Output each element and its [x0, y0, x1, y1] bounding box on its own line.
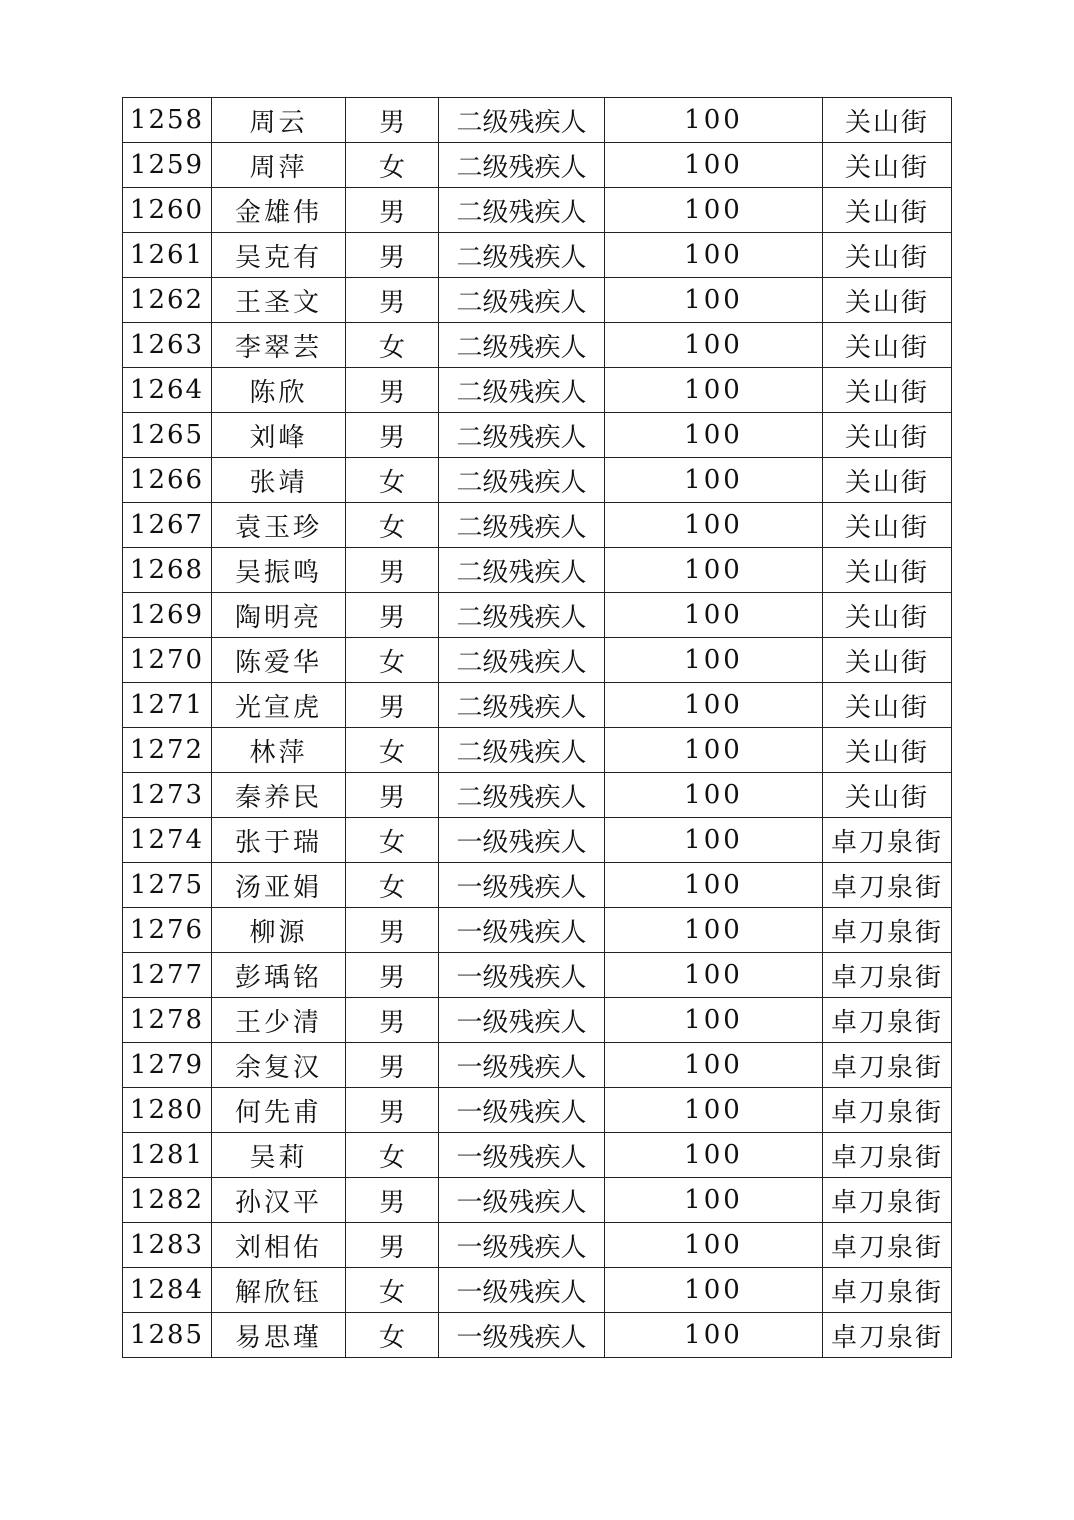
gender-cell: 女 [346, 458, 439, 503]
amount-cell: 100 [605, 1313, 823, 1358]
table-row [123, 278, 952, 323]
amount-cell: 100 [605, 323, 823, 368]
street-cell: 关山街 [823, 683, 952, 728]
row-number-cell: 1283 [123, 1223, 212, 1268]
name-cell: 张靖 [212, 458, 346, 503]
disability-level-cell: 一级残疾人 [439, 818, 605, 863]
gender-cell: 男 [346, 98, 439, 143]
street-cell: 卓刀泉街 [823, 1178, 952, 1223]
amount-cell: 100 [605, 1178, 823, 1223]
gender-cell: 男 [346, 233, 439, 278]
table-row [123, 1133, 952, 1178]
disability-level-cell: 二级残疾人 [439, 368, 605, 413]
name-cell: 刘相佑 [212, 1223, 346, 1268]
street-cell: 卓刀泉街 [823, 1313, 952, 1358]
street-cell: 关山街 [823, 323, 952, 368]
table-row [123, 1313, 952, 1358]
name-cell: 周云 [212, 98, 346, 143]
disability-level-cell: 一级残疾人 [439, 1268, 605, 1313]
name-cell: 易思瑾 [212, 1313, 346, 1358]
disability-level-cell: 一级残疾人 [439, 1088, 605, 1133]
name-cell: 周萍 [212, 143, 346, 188]
street-cell: 关山街 [823, 368, 952, 413]
row-number-cell: 1266 [123, 458, 212, 503]
name-cell: 柳源 [212, 908, 346, 953]
street-cell: 关山街 [823, 458, 952, 503]
disability-level-cell: 一级残疾人 [439, 998, 605, 1043]
disability-level-cell: 二级残疾人 [439, 503, 605, 548]
amount-cell: 100 [605, 1223, 823, 1268]
table-row [123, 503, 952, 548]
row-number-cell: 1277 [123, 953, 212, 998]
row-number-cell: 1267 [123, 503, 212, 548]
name-cell: 吴振鸣 [212, 548, 346, 593]
row-number-cell: 1278 [123, 998, 212, 1043]
table-row [123, 908, 952, 953]
table-row [123, 683, 952, 728]
row-number-cell: 1259 [123, 143, 212, 188]
name-cell: 张于瑞 [212, 818, 346, 863]
amount-cell: 100 [605, 908, 823, 953]
disability-level-cell: 一级残疾人 [439, 1043, 605, 1088]
street-cell: 关山街 [823, 413, 952, 458]
table-row [123, 1178, 952, 1223]
name-cell: 汤亚娟 [212, 863, 346, 908]
amount-cell: 100 [605, 998, 823, 1043]
disability-level-cell: 一级残疾人 [439, 1178, 605, 1223]
name-cell: 吴克有 [212, 233, 346, 278]
table-row [123, 638, 952, 683]
street-cell: 关山街 [823, 188, 952, 233]
name-cell: 林萍 [212, 728, 346, 773]
gender-cell: 女 [346, 818, 439, 863]
street-cell: 关山街 [823, 593, 952, 638]
amount-cell: 100 [605, 143, 823, 188]
table-row [123, 593, 952, 638]
gender-cell: 男 [346, 548, 439, 593]
name-cell: 彭瑀铭 [212, 953, 346, 998]
name-cell: 袁玉珍 [212, 503, 346, 548]
amount-cell: 100 [605, 503, 823, 548]
gender-cell: 女 [346, 1313, 439, 1358]
amount-cell: 100 [605, 863, 823, 908]
table-row [123, 188, 952, 233]
gender-cell: 男 [346, 1043, 439, 1088]
amount-cell: 100 [605, 1268, 823, 1313]
disability-level-cell: 二级残疾人 [439, 278, 605, 323]
row-number-cell: 1265 [123, 413, 212, 458]
row-number-cell: 1282 [123, 1178, 212, 1223]
gender-cell: 女 [346, 503, 439, 548]
name-cell: 孙汉平 [212, 1178, 346, 1223]
gender-cell: 男 [346, 1088, 439, 1133]
row-number-cell: 1272 [123, 728, 212, 773]
disability-level-cell: 一级残疾人 [439, 953, 605, 998]
gender-cell: 男 [346, 773, 439, 818]
disability-level-cell: 一级残疾人 [439, 1133, 605, 1178]
name-cell: 金雄伟 [212, 188, 346, 233]
amount-cell: 100 [605, 188, 823, 233]
name-cell: 秦养民 [212, 773, 346, 818]
row-number-cell: 1285 [123, 1313, 212, 1358]
gender-cell: 男 [346, 908, 439, 953]
street-cell: 关山街 [823, 728, 952, 773]
street-cell: 卓刀泉街 [823, 1268, 952, 1313]
row-number-cell: 1264 [123, 368, 212, 413]
name-cell: 光宣虎 [212, 683, 346, 728]
table-row [123, 863, 952, 908]
row-number-cell: 1279 [123, 1043, 212, 1088]
name-cell: 解欣钰 [212, 1268, 346, 1313]
row-number-cell: 1258 [123, 98, 212, 143]
amount-cell: 100 [605, 953, 823, 998]
table-row [123, 548, 952, 593]
row-number-cell: 1274 [123, 818, 212, 863]
amount-cell: 100 [605, 233, 823, 278]
table-row [123, 818, 952, 863]
disability-level-cell: 二级残疾人 [439, 98, 605, 143]
disability-level-cell: 一级残疾人 [439, 1313, 605, 1358]
row-number-cell: 1275 [123, 863, 212, 908]
street-cell: 卓刀泉街 [823, 1043, 952, 1088]
table-row [123, 1043, 952, 1088]
amount-cell: 100 [605, 1133, 823, 1178]
gender-cell: 男 [346, 953, 439, 998]
amount-cell: 100 [605, 368, 823, 413]
amount-cell: 100 [605, 1043, 823, 1088]
amount-cell: 100 [605, 548, 823, 593]
amount-cell: 100 [605, 728, 823, 773]
row-number-cell: 1281 [123, 1133, 212, 1178]
name-cell: 李翠芸 [212, 323, 346, 368]
gender-cell: 男 [346, 1223, 439, 1268]
street-cell: 卓刀泉街 [823, 1223, 952, 1268]
gender-cell: 男 [346, 368, 439, 413]
amount-cell: 100 [605, 683, 823, 728]
amount-cell: 100 [605, 593, 823, 638]
disability-level-cell: 二级残疾人 [439, 413, 605, 458]
disability-level-cell: 二级残疾人 [439, 773, 605, 818]
disability-level-cell: 一级残疾人 [439, 1223, 605, 1268]
name-cell: 陈爱华 [212, 638, 346, 683]
disability-level-cell: 二级残疾人 [439, 548, 605, 593]
disability-level-cell: 二级残疾人 [439, 188, 605, 233]
row-number-cell: 1268 [123, 548, 212, 593]
street-cell: 关山街 [823, 638, 952, 683]
name-cell: 余复汉 [212, 1043, 346, 1088]
name-cell: 王少清 [212, 998, 346, 1043]
street-cell: 关山街 [823, 773, 952, 818]
table-row [123, 1223, 952, 1268]
row-number-cell: 1270 [123, 638, 212, 683]
street-cell: 关山街 [823, 278, 952, 323]
gender-cell: 男 [346, 278, 439, 323]
gender-cell: 男 [346, 998, 439, 1043]
amount-cell: 100 [605, 458, 823, 503]
row-number-cell: 1276 [123, 908, 212, 953]
gender-cell: 男 [346, 1178, 439, 1223]
disability-level-cell: 二级残疾人 [439, 143, 605, 188]
street-cell: 卓刀泉街 [823, 908, 952, 953]
table-row [123, 1088, 952, 1133]
amount-cell: 100 [605, 818, 823, 863]
amount-cell: 100 [605, 773, 823, 818]
table-row [123, 233, 952, 278]
street-cell: 关山街 [823, 98, 952, 143]
row-number-cell: 1284 [123, 1268, 212, 1313]
disability-level-cell: 二级残疾人 [439, 683, 605, 728]
street-cell: 卓刀泉街 [823, 818, 952, 863]
gender-cell: 女 [346, 1133, 439, 1178]
street-cell: 卓刀泉街 [823, 953, 952, 998]
disability-level-cell: 一级残疾人 [439, 908, 605, 953]
row-number-cell: 1260 [123, 188, 212, 233]
name-cell: 刘峰 [212, 413, 346, 458]
table-row [123, 953, 952, 998]
row-number-cell: 1280 [123, 1088, 212, 1133]
roster-table [122, 97, 952, 1358]
street-cell: 卓刀泉街 [823, 998, 952, 1043]
name-cell: 陈欣 [212, 368, 346, 413]
row-number-cell: 1263 [123, 323, 212, 368]
name-cell: 王圣文 [212, 278, 346, 323]
amount-cell: 100 [605, 638, 823, 683]
disability-level-cell: 二级残疾人 [439, 233, 605, 278]
row-number-cell: 1261 [123, 233, 212, 278]
amount-cell: 100 [605, 98, 823, 143]
table-row [123, 98, 952, 143]
disability-level-cell: 二级残疾人 [439, 458, 605, 503]
amount-cell: 100 [605, 1088, 823, 1133]
disability-level-cell: 二级残疾人 [439, 638, 605, 683]
name-cell: 何先甫 [212, 1088, 346, 1133]
gender-cell: 女 [346, 323, 439, 368]
row-number-cell: 1262 [123, 278, 212, 323]
table-row [123, 773, 952, 818]
table-row [123, 368, 952, 413]
gender-cell: 男 [346, 593, 439, 638]
gender-cell: 男 [346, 188, 439, 233]
street-cell: 关山街 [823, 143, 952, 188]
disability-level-cell: 二级残疾人 [439, 593, 605, 638]
street-cell: 卓刀泉街 [823, 1133, 952, 1178]
row-number-cell: 1271 [123, 683, 212, 728]
street-cell: 关山街 [823, 503, 952, 548]
table-row [123, 413, 952, 458]
street-cell: 卓刀泉街 [823, 863, 952, 908]
roster-table-body [123, 98, 952, 1358]
gender-cell: 男 [346, 683, 439, 728]
gender-cell: 女 [346, 863, 439, 908]
amount-cell: 100 [605, 278, 823, 323]
row-number-cell: 1273 [123, 773, 212, 818]
amount-cell: 100 [605, 413, 823, 458]
row-number-cell: 1269 [123, 593, 212, 638]
gender-cell: 男 [346, 413, 439, 458]
table-row [123, 998, 952, 1043]
gender-cell: 女 [346, 638, 439, 683]
gender-cell: 女 [346, 143, 439, 188]
table-row [123, 323, 952, 368]
table-row [123, 728, 952, 773]
disability-level-cell: 二级残疾人 [439, 323, 605, 368]
disability-level-cell: 二级残疾人 [439, 728, 605, 773]
table-row [123, 458, 952, 503]
table-row [123, 1268, 952, 1313]
table-row [123, 143, 952, 188]
street-cell: 关山街 [823, 233, 952, 278]
name-cell: 陶明亮 [212, 593, 346, 638]
disability-level-cell: 一级残疾人 [439, 863, 605, 908]
street-cell: 关山街 [823, 548, 952, 593]
gender-cell: 女 [346, 1268, 439, 1313]
gender-cell: 女 [346, 728, 439, 773]
name-cell: 吴莉 [212, 1133, 346, 1178]
street-cell: 卓刀泉街 [823, 1088, 952, 1133]
